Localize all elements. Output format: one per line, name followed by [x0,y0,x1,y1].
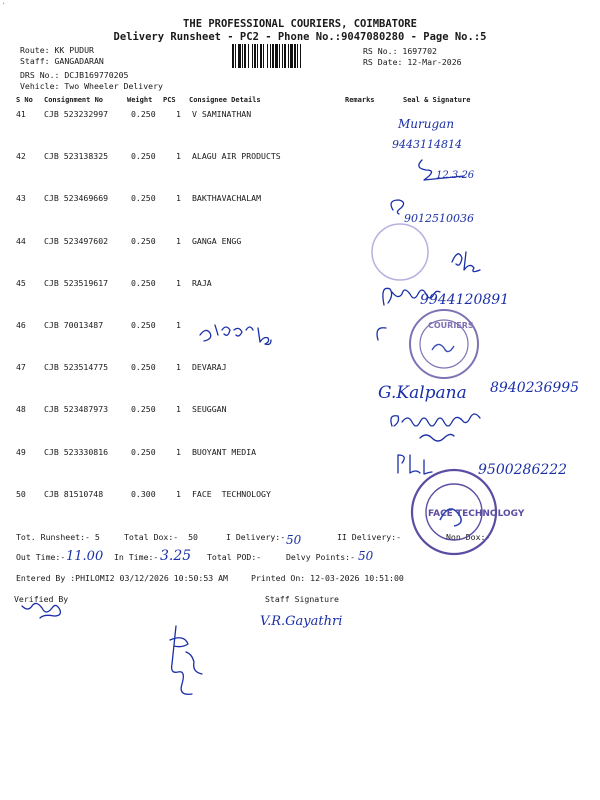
ii-delivery: II Delivery:- [337,532,402,542]
row-weight: 0.300 [131,489,156,499]
total-dox: Total Dox:- 50 [124,532,198,542]
row-consignee: GANGA ENGG [192,236,242,246]
row-weight: 0.250 [131,320,156,330]
row-weight: 0.250 [131,193,156,203]
col-seal-signature: Seal & Signature [403,96,471,104]
row-consignment-no: CJB 523514775 [44,362,109,372]
col-sno: S No [16,96,33,104]
route-label: Route: KK PUDUR [20,45,94,55]
row-pcs: 1 [176,404,181,414]
face-technology-stamp [412,470,525,554]
row-consignment-no: CJB 70013487 [44,320,104,330]
stamp-overmark [377,328,386,340]
verified-by-label: Verified By [14,594,69,604]
delvy-points: Delvy Points:- [286,552,356,562]
entered-by: Entered By :PHILOMI2 03/12/2026 10:50:53 AM [16,573,228,583]
row46-consignee-scribble [200,325,271,345]
row42-handwritten-date: 12.3.26 [436,170,475,181]
row-consignment-no: CJB 523469669 [44,193,109,203]
runsheet-subtitle: Delivery Runsheet - PC2 - Phone No.:9047080280 - Page No.:5 [113,31,487,43]
row-sno: 50 [16,489,26,499]
face-stamp-text: FACE TECHNOLOGY [428,509,525,519]
row-pcs: 1 [176,489,181,499]
col-consignment: Consignment No [44,96,104,104]
row-weight: 0.250 [131,404,156,414]
drs-number: DRS No.: DCJB169770205 [20,70,129,80]
row-sno: 45 [16,278,26,288]
row-consignment-no: CJB 523232997 [44,109,109,119]
row-sno: 48 [16,404,26,414]
row-pcs: 1 [176,320,181,330]
row-sno: 49 [16,447,26,457]
row-consignment-no: CJB 523487973 [44,404,109,414]
row49-sign [398,455,432,474]
i-delivery: I Delivery:- [226,532,286,542]
row-consignee: BUOYANT MEDIA [192,447,257,457]
row-pcs: 1 [176,447,181,457]
row-consignment-no: CJB 523497602 [44,236,109,246]
staff-signature-label: Staff Signature [265,594,339,604]
row-pcs: 1 [176,278,181,288]
row44-sign [452,252,480,272]
row41-handwritten-name: Murugan [398,117,455,131]
delvy-points-handwritten: 50 [358,549,374,563]
row49-handwritten-phone: 9500286222 [478,462,568,478]
rs-number: RS No.: 1697702 [363,46,437,56]
row47-handwritten-name: G.Kalpana [378,383,467,403]
row47-handwritten-phone: 8940236995 [490,380,580,396]
in-time: In Time:- [114,552,159,562]
row48-sign [391,414,480,441]
row-sno: 47 [16,362,26,372]
col-remarks: Remarks [345,96,375,104]
tot-runsheet: Tot. Runsheet:- 5 [16,532,100,542]
row-consignee: RAJA [192,278,212,288]
row-weight: 0.250 [131,362,156,372]
bottom-large-signature [170,626,202,694]
in-time-handwritten: 3.25 [160,548,192,564]
row-weight: 0.250 [131,151,156,161]
row-consignee: ALAGU AIR PRODUCTS [192,151,281,161]
company-title: THE PROFESSIONAL COURIERS, COIMBATORE [183,18,417,30]
row-pcs: 1 [176,236,181,246]
row-consignment-no: CJB 81510748 [44,489,104,499]
col-consignee: Consignee Details [189,96,261,104]
i-delivery-handwritten: 50 [286,533,302,547]
row-consignment-no: CJB 523519617 [44,278,109,288]
row-sno: 42 [16,151,26,161]
printed-on: Printed On: 12-03-2026 10:51:00 [251,573,404,583]
row41-handwritten-phone: 9443114814 [392,138,462,151]
row43-handwritten-phone: 9012510036 [404,212,474,225]
row-consignee: SEUGGAN [192,404,227,414]
row-sno: 41 [16,109,26,119]
col-weight: Weight [127,96,153,104]
staff-label: Staff: GANGADARAN [20,56,104,66]
total-pod: Total POD:- [207,552,262,562]
non-dox: Non Dox:- [446,532,491,542]
couriers-stamp [410,310,478,378]
row-pcs: 1 [176,362,181,372]
couriers-stamp-text: COURIERS [428,321,474,330]
row-consignee: FACE TECHNOLOGY [192,489,271,499]
row-weight: 0.250 [131,236,156,246]
row-sno: 44 [16,236,26,246]
row45-handwritten-phone: 9944120891 [420,292,510,308]
row-pcs: 1 [176,151,181,161]
row-consignment-no: CJB 523330816 [44,447,109,457]
staff-handwritten-signature: V.R.Gayathri [260,614,343,629]
row-consignee: DEVARAJ [192,362,227,372]
row-sno: 43 [16,193,26,203]
vehicle-label: Vehicle: Two Wheeler Delivery [20,81,163,91]
out-time: Out Time:- [16,552,66,562]
row-weight: 0.250 [131,447,156,457]
col-pcs: PCS [163,96,176,104]
row-consignee: V SAMINATHAN [192,109,252,119]
row-sno: 46 [16,320,26,330]
faint-stamp [372,224,428,280]
row-consignment-no: CJB 523138325 [44,151,109,161]
rs-date: RS Date: 12-Mar-2026 [363,57,462,67]
row-weight: 0.250 [131,109,156,119]
row-weight: 0.250 [131,278,156,288]
verified-by-signature [22,603,60,618]
row43-sign-flourish [391,200,404,214]
page-corner-mark: ' [2,2,6,9]
row-pcs: 1 [176,193,181,203]
out-time-handwritten: 11.00 [66,549,104,564]
row-consignee: BAKTHAVACHALAM [192,193,262,203]
row-pcs: 1 [176,109,181,119]
